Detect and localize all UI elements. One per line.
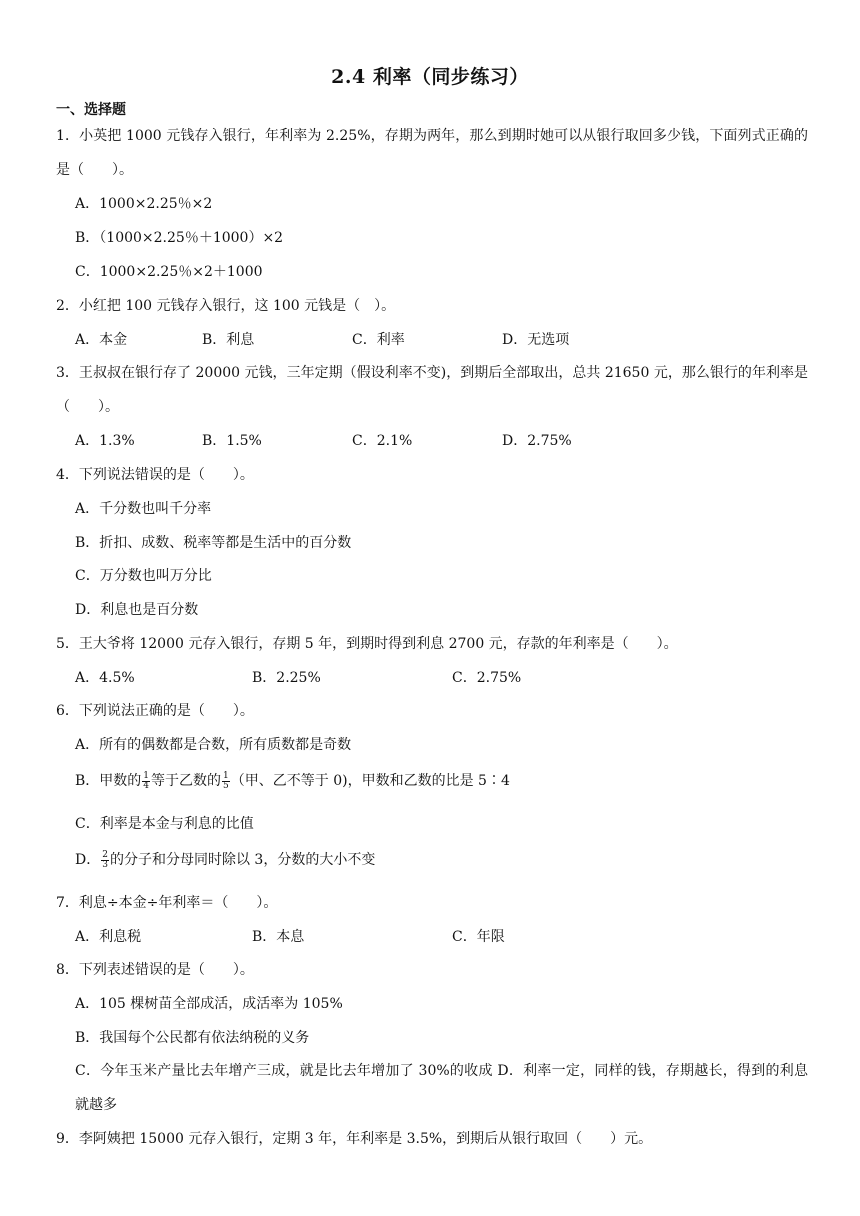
fraction-numerator: 2 bbox=[102, 849, 108, 860]
q4-option-a[interactable]: A．千分数也叫千分率 bbox=[75, 501, 212, 517]
q2-option-b[interactable]: B．利息 bbox=[202, 332, 255, 348]
q6-b-text-mid: 等于乙数的 bbox=[151, 773, 222, 789]
q8-option-a[interactable]: A．105 棵树苗全部成活，成活率为 105% bbox=[75, 996, 343, 1012]
question-5: 5．王大爷将 12000 元存入银行，存期 5 年，到期时得到利息 2700 元，存款的年利率是（ ）。 bbox=[56, 636, 678, 652]
q6-b-text-pre: B．甲数的 bbox=[75, 773, 142, 789]
q6-option-b[interactable] bbox=[75, 771, 510, 791]
q7-option-c[interactable]: C．年限 bbox=[452, 929, 505, 945]
fraction-denominator: 5 bbox=[223, 780, 229, 791]
q7-option-a[interactable]: A．利息税 bbox=[75, 929, 142, 945]
q6-option-d[interactable] bbox=[75, 850, 375, 870]
q2-option-c[interactable]: C．利率 bbox=[352, 332, 405, 348]
question-3: 3．王叔叔在银行存了 20000 元钱，三年定期（假设利率不变)，到期后全部取出，总共 21650 元，那么银行的年利率是（ ）。 bbox=[56, 365, 808, 415]
q2-option-a[interactable]: A．本金 bbox=[75, 332, 128, 348]
q1-option-b[interactable]: B．（1000×2.25％＋1000）×2 bbox=[75, 230, 284, 246]
q6-option-a[interactable]: A．所有的偶数都是合数，所有质数都是奇数 bbox=[75, 737, 352, 753]
q6-b-text-post: （甲、乙不等于 0)，甲数和乙数的比是 5∶4 bbox=[230, 773, 510, 789]
fraction-one-quarter bbox=[142, 772, 150, 791]
fraction-numerator: 1 bbox=[223, 770, 229, 781]
q8-option-b[interactable]: B．我国每个公民都有依法纳税的义务 bbox=[75, 1030, 310, 1046]
question-8: 8．下列表述错误的是（ ）。 bbox=[56, 962, 254, 978]
q3-option-a[interactable]: A．1.3% bbox=[75, 433, 135, 449]
q4-option-b[interactable]: B．折扣、成数、税率等都是生活中的百分数 bbox=[75, 535, 352, 551]
fraction-one-fifth bbox=[222, 772, 230, 791]
q6-option-c[interactable]: C．利率是本金与利息的比值 bbox=[75, 816, 254, 832]
q8-option-c-d[interactable]: C．今年玉米产量比去年增产三成，就是比去年增加了 30%的收成 D．利率一定，同样的钱，存期越长，得到的利息就越多 bbox=[75, 1063, 808, 1113]
q5-option-c[interactable]: C．2.75% bbox=[452, 670, 522, 686]
fraction-denominator: 4 bbox=[143, 780, 150, 791]
q1-option-a[interactable]: A．1000×2.25％×2 bbox=[75, 196, 213, 212]
q4-option-d[interactable]: D．利息也是百分数 bbox=[75, 602, 199, 618]
q7-option-b[interactable]: B．本息 bbox=[252, 929, 305, 945]
section-heading: 一、选择题 bbox=[56, 102, 126, 118]
question-9: 9．李阿姨把 15000 元存入银行，定期 3 年，年利率是 3.5%，到期后从银行取回（ ）元。 bbox=[56, 1131, 653, 1147]
q4-option-c[interactable]: C．万分数也叫万分比 bbox=[75, 568, 212, 584]
fraction-numerator: 1 bbox=[143, 770, 150, 781]
question-7: 7．利息÷本金÷年利率＝（ ）。 bbox=[56, 895, 278, 911]
q3-option-b[interactable]: B．1.5% bbox=[202, 433, 262, 449]
q5-option-a[interactable]: A．4.5% bbox=[75, 670, 135, 686]
page-title: 2.4 利率（同步练习） bbox=[331, 66, 529, 88]
q1-option-c[interactable]: C．1000×2.25％×2＋1000 bbox=[75, 264, 263, 280]
question-2: 2．小红把 100 元钱存入银行，这 100 元钱是（ ）。 bbox=[56, 298, 396, 314]
q3-option-c[interactable]: C．2.1% bbox=[352, 433, 413, 449]
question-6: 6．下列说法正确的是（ ）。 bbox=[56, 703, 254, 719]
q5-option-b[interactable]: B．2.25% bbox=[252, 670, 321, 686]
question-4: 4．下列说法错误的是（ ）。 bbox=[56, 467, 254, 483]
q6-d-text-pre: D． bbox=[75, 852, 101, 868]
q2-option-d[interactable]: D．无选项 bbox=[502, 332, 570, 348]
fraction-denominator: 3 bbox=[102, 859, 108, 870]
q6-d-text-post: 的分子和分母同时除以 3，分数的大小不变 bbox=[109, 852, 376, 868]
question-1: 1．小英把 1000 元钱存入银行，年利率为 2.25%，存期为两年，那么到期时她可以从银行取回多少钱，下面列式正确的是（ ）。 bbox=[56, 128, 808, 178]
q3-option-d[interactable]: D．2.75% bbox=[502, 433, 572, 449]
fraction-two-thirds bbox=[101, 851, 109, 870]
